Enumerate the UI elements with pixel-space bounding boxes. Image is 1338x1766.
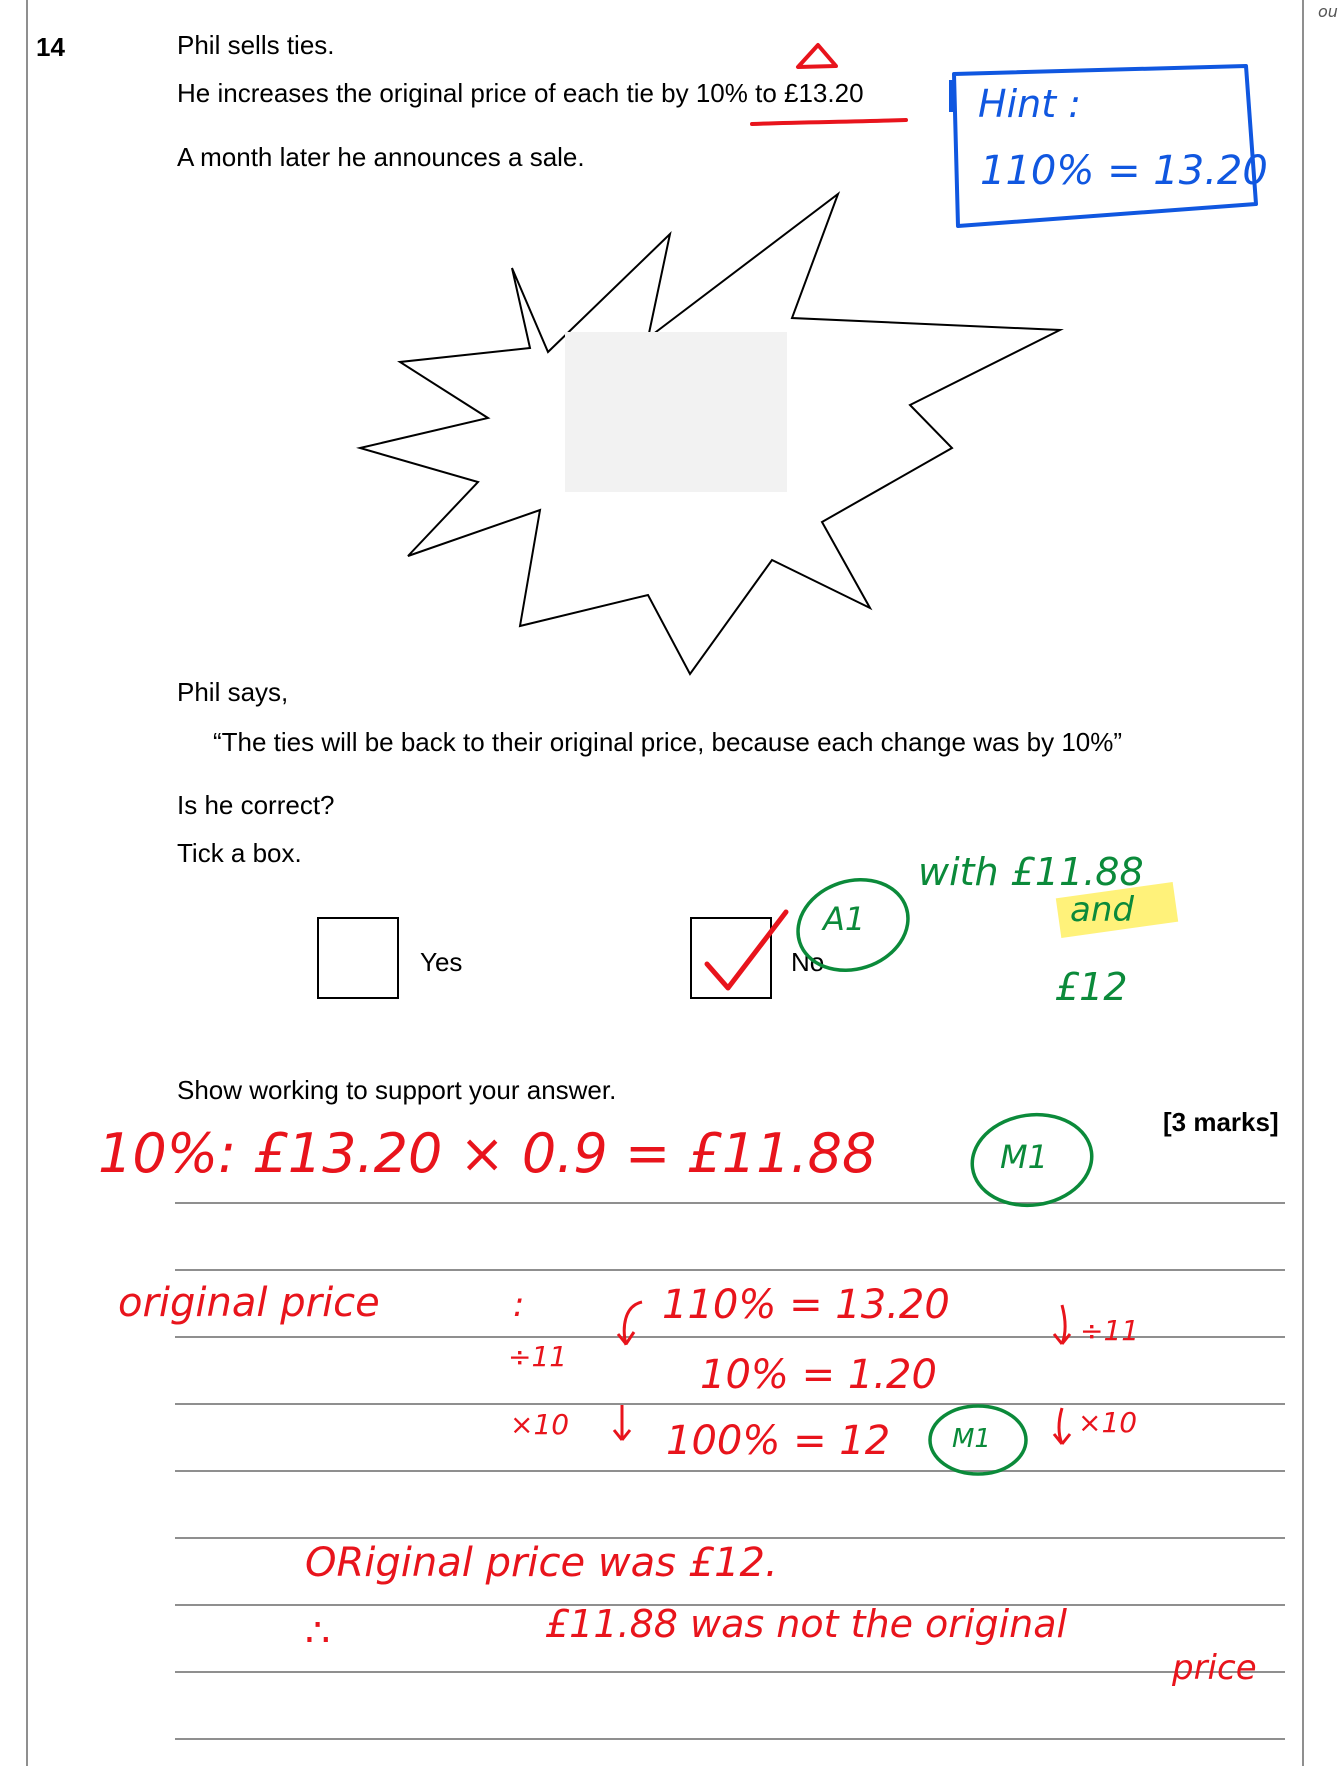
row-100: 100% = 12 [666,1418,891,1464]
conclusion-line-2: £11.88 was not the original [545,1602,1068,1646]
a1-and: and [1070,890,1134,930]
show-working-instruction: Show working to support your answer. [177,1075,617,1105]
x10-left: ×10 [510,1408,570,1441]
a1-twelve: £12 [1055,965,1128,1009]
question-line-2: He increases the original price of each tie by 10% to £13.20 [177,78,864,108]
arrow-down-icon [1054,1408,1070,1444]
div11-left: ÷11 [508,1340,568,1373]
arrow-down-icon [1054,1305,1070,1344]
sale-sign-panel [565,332,787,492]
question-number: 14 [36,32,65,62]
colon-mark: : [513,1285,525,1325]
row-110: 110% = 13.20 [662,1282,950,1328]
row-10: 10% = 1.20 [700,1352,937,1398]
bracket-mark [624,1302,642,1345]
tick-mark-icon [707,912,786,988]
tick-instruction: Tick a box. [177,838,302,868]
phil-quote: “The ties will be back to their original price, because each change was by 10%” [213,727,1123,757]
m1-mark-first: M1 [1000,1138,1048,1176]
x10-right: ×10 [1078,1406,1138,1439]
hint-value: 110% = 13.20 [980,148,1268,194]
underline-mark [752,120,906,124]
marks-label: [3 marks] [1163,1107,1279,1137]
a1-note: with £11.88 [918,850,1144,894]
a1-mark: A1 [823,900,866,938]
conclusion-line-3: price [1172,1648,1257,1688]
is-correct-prompt: Is he correct? [177,790,335,820]
conclusion-line-1: ORiginal price was £12. [305,1540,778,1586]
m1-mark-second: M1 [952,1424,991,1454]
hint-title: Hint : [978,82,1081,126]
delta-mark-icon [798,45,836,67]
div11-right: ÷11 [1080,1314,1140,1347]
arrow-down-icon [614,1405,630,1440]
original-price-label: original price [118,1280,380,1326]
no-label: No [791,947,825,977]
question-line-3: A month later he announces a sale. [177,142,585,172]
yes-label: Yes [420,947,463,977]
therefore-symbol: ∴ [305,1610,331,1656]
question-line-1: Phil sells ties. [177,30,335,60]
phil-says-label: Phil says, [177,677,289,707]
corner-text: ou [1318,2,1338,21]
working-line-10pct: 10%: £13.20 × 0.9 = £11.88 [98,1122,877,1185]
